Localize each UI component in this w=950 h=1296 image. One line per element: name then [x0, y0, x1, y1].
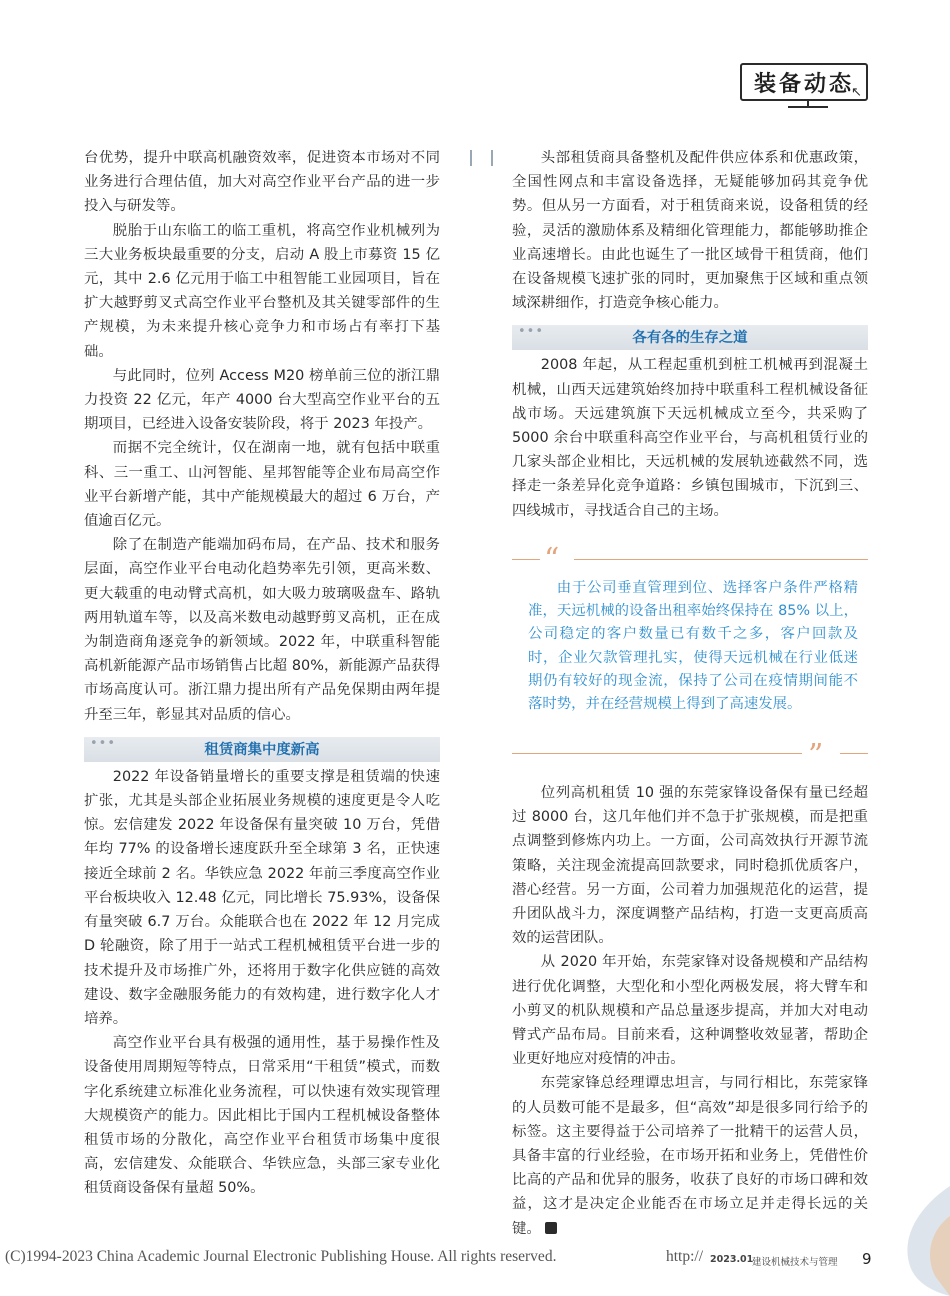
paragraph: 2008 年起，从工程起重机到桩工机械再到混凝土机械，山西天远建筑始终加持中联重科工程机械设备征战市场。天远建筑旗下天远机械成立至今，共采购了 5000 余台中联重科高空作业平台，与高机租赁行业的几家头部企业相比，天远机械的发展轨迹截然不同，选择走一条差异化竞争道路：乡镇包围城市，下沉到三、四线城市，寻找适合自己的主场。 [512, 357, 868, 519]
section-title: 租赁商集中度新高 [204, 741, 320, 758]
paragraph: 高空作业平台具有极强的通用性，基于易操作性及设备使用周期短等特点，日常采用“干租赁”模式，而数字化系统建立标准化业务流程，可以快速有效实现管理大规模资产的能力。因此相比于国内工程机械设备整体租赁市场的分散化，高空作业平台租赁市场集中度很高，宏信建发、众能联合、华铁应急，头部三家专业化租赁商设备保有量超 50%。 [84, 1035, 440, 1197]
quote-rule [512, 559, 540, 560]
paragraph: 台优势，提升中联高机融资效率，促进资本市场对不同业务进行合理估值，加大对高空作业平台产品的进一步投入与研发等。 [84, 150, 440, 215]
pull-quote-text [528, 577, 858, 716]
page-number: 9 [862, 1250, 872, 1268]
paragraph: 从 2020 年开始，东莞家锋对设备规模和产品结构进行优化调整，大型化和小型化两极发展，将大臂车和小剪叉的机队规模和产品总量逐步提高，并加大对电动臂式产品布局。目前来看，这种调整收效显著，帮助企业更好地应对疫情的冲击。 [512, 954, 868, 1068]
right-column-top [512, 146, 868, 523]
article-end-icon [545, 1222, 557, 1234]
section-heading [84, 737, 440, 762]
close-quote-icon: ” [808, 738, 824, 773]
paragraph: 头部租赁商具备整机及配件供应体系和优惠政策，全国性网点和丰富设备选择，无疑能够加码其竞争优势。但从另一方面看，对于租赁商来说，设备租赁的经验，灵活的激励体系及精细化管理能力，都能够助推企业高速增长。由此也诞生了一批区域骨干租赁商，他们在设备规模飞速扩张的同时，更加聚焦于区域和重点领域深耕细作，打造竞争核心能力。 [512, 150, 868, 312]
pull-quote-paragraph: 由于公司垂直管理到位、选择客户条件严格精准，天远机械的设备出租率始终保持在 85% 以上，公司稳定的客户数量已有数千之多，客户回款及时，企业欠款管理扎实，使得天远机械在行业低迷期仍有较好的现金流，保持了公司在疫情期间能不落时势，并在经营规模上得到了高速发展。 [528, 580, 858, 713]
section-heading [512, 325, 868, 350]
paragraph-text: 东莞家锋总经理谭忠坦言，与同行相比，东莞家锋的人员数可能不是最多，但“高效”却是很多同行给予的标签。这主要得益于公司培养了一批精干的运营人员，具备丰富的行业经验，在市场开拓和业务上，凭借性价比高的产品和优异的服务，收获了良好的市场口碑和效益，这才是决定企业能否在市场立足并走得长远的关键。 [512, 1075, 868, 1237]
copyright-notice: (C)1994-2023 China Academic Journal Electronic Publishing House. All rights reserved. [5, 1248, 557, 1265]
column-divider-mark [470, 150, 472, 166]
cursor-icon: ↖ [851, 85, 862, 100]
paragraph: 而据不完全统计，仅在湖南一地，就有包括中联重科、三一重工、山河智能、星邦智能等企业布局高空作业平台新增产能，其中产能规模最大的超过 6 万台，产值逾百亿元。 [84, 440, 440, 530]
issue-number: 2023.01 [710, 1254, 754, 1265]
badge-stand-base [788, 106, 828, 108]
paragraph: 位列高机租赁 10 强的东莞家锋设备保有量已经超过 8000 台，这几年他们并不急于扩张规模，而是把重点调整到修炼内功上。一方面，公司高效执行开源节流策略，关注现金流提高回款要求，同时稳抓优质客户，潜心经营。另一方面，公司着力加强规范化的运营，提升团队战斗力，深度调整产品结构，打造一支更高质高效的运营团队。 [512, 785, 868, 947]
dots-icon: ••• [90, 735, 117, 751]
paragraph [512, 1071, 868, 1240]
footer-url: http:// [666, 1248, 704, 1265]
paragraph: 除了在制造产能端加码布局，在产品、技术和服务层面，高空作业平台电动化趋势率先引领，更高米数、更大载重的电动臂式高机，如大吸力玻璃吸盘车、路轨两用轨道车等，以及高米数电动越野剪叉高机，正在成为制造商角逐竞争的新领域。2022 年，中联重科智能高机新能源产品市场销售占比超 80%，新能源产品获得市场高度认可。浙江鼎力提出所有产品免保期由两年提升至三年，彰显其对品质的信心。 [84, 537, 440, 723]
column-divider-mark [491, 150, 493, 166]
quote-rule [574, 559, 868, 560]
section-badge: 装备动态 [740, 63, 868, 101]
paragraph: 与此同时，位列 Access M20 榜单前三位的浙江鼎力投资 22 亿元，年产 4000 台大型高空作业平台的五期项目，已经进入设备安装阶段，将于 2023 年投产。 [84, 367, 440, 433]
quote-rule [512, 753, 802, 754]
right-column-bottom [512, 781, 868, 1241]
pull-quote [512, 542, 868, 773]
quote-rule [840, 753, 868, 754]
paragraph: 脱胎于山东临工的临工重机，将高空作业机械列为三大业务板块最重要的分支，启动 A 股上市募资 15 亿元，其中 2.6 亿元用于临工中租智能工业园项目，旨在扩大越野剪叉式高空作业平台整机及其关键零部件的生产规模，为未来提升核心竞争力和市场占有率打下基础。 [84, 222, 440, 360]
section-title: 各有各的生存之道 [632, 330, 748, 347]
paragraph: 2022 年设备销量增长的重要支撑是租赁端的快速扩张，尤其是头部企业拓展业务规模的速度更是令人吃惊。宏信建发 2022 年设备保有量突破 10 万台，凭借年均 77% 的设备增长速度跃升至全球第 3 名，正快速接近全球前 2 名。华铁应急 2022 年前三季度高空作业平台板块收入 12.48 亿元，同比增长 75.93%，设备保有量突破 6.7 万台。众能联合也在 2022 年 12 月完成 D 轮融资，除了用于一站式工程机械租赁平台进一步的技术提升及市场推广外，还将用于数字化供应链的高效建设、数字金融服务能力的有效构建，进行数字化人才培养。 [84, 768, 440, 1027]
open-quote-icon: “ [544, 542, 560, 577]
magazine-name: 建设机械技术与管理 [752, 1257, 838, 1268]
decorative-corner-art [860, 1186, 950, 1296]
left-column [84, 146, 440, 1201]
dots-icon: ••• [518, 324, 545, 340]
